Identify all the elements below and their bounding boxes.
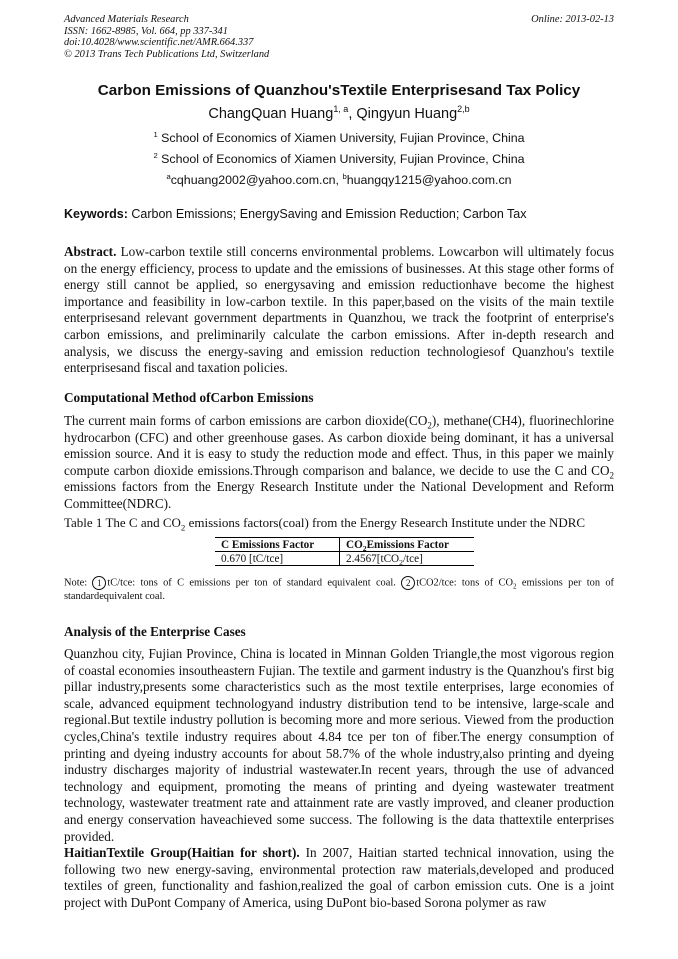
journal-copyright: © 2013 Trans Tech Publications Ltd, Switzerland bbox=[64, 48, 270, 60]
table-note bbox=[64, 576, 614, 603]
keywords bbox=[64, 207, 527, 221]
emissions-factor-table bbox=[215, 537, 474, 566]
author-separator: , bbox=[348, 106, 357, 122]
keywords-label: Keywords: bbox=[64, 207, 128, 221]
text-run: 2.4567[tCO bbox=[346, 552, 400, 565]
subscript: 2 bbox=[399, 557, 403, 567]
affiliation-1 bbox=[0, 131, 678, 145]
journal-doi: doi:10.4028/www.scientific.net/AMR.664.337 bbox=[64, 37, 254, 49]
subscript: 2 bbox=[427, 420, 432, 431]
subscript: 2 bbox=[362, 543, 367, 553]
table-row bbox=[215, 552, 474, 566]
author-2-sup: 2,b bbox=[457, 104, 470, 115]
text-run: tC/tce: tons of C emissions per ton of standard equivalent coal. bbox=[107, 577, 402, 589]
note-label: Note: bbox=[64, 577, 93, 589]
circled-one-marker: 1 bbox=[92, 576, 106, 590]
email-b-sup: b bbox=[342, 171, 347, 181]
author-1-name: ChangQuan Huang bbox=[208, 106, 334, 122]
text-run: emissions factors(coal) from the Energy Research Institute under the NDRC bbox=[185, 515, 586, 530]
author-1-sup: 1, a bbox=[333, 104, 349, 115]
journal-name: Advanced Materials Research bbox=[64, 14, 189, 25]
affiliation-2-sup: 2 bbox=[153, 150, 158, 160]
table-header-co2-factor bbox=[340, 538, 475, 552]
enterprise-cases-paragraph bbox=[64, 646, 614, 912]
author-line bbox=[0, 106, 678, 122]
text-run: In 2007, Haitian started technical innovation, using the following two new energy-saving, environmental protection raw materials,developed and produced textiles of green, functionality and fashion,realized the goal of carbon emission cuts. One is a joint project with DuPont Company of America, using DuPont bio-based Sorona polymer as raw bbox=[64, 845, 614, 910]
text-run: ), methane(CH4), fluorinechlorine hydrocarbon (CFC) and other greenhouse gases. As carbon dioxide being dominant, it has a universal emission source. And it is easy to study the reduction mode and effect. Thus, in this paper we mainly compute carbon dioxide emissions.Through comparison and balance, we decide to use the C and CO bbox=[64, 413, 614, 478]
text-run: Emissions Factor bbox=[366, 538, 449, 551]
text-run: tCO2/tce: tons of CO bbox=[416, 577, 513, 589]
section-heading-computational-method: Computational Method ofCarbon Emissions bbox=[64, 390, 314, 405]
section-heading-enterprise-cases: Analysis of the Enterprise Cases bbox=[64, 624, 246, 639]
affiliation-2 bbox=[0, 152, 678, 166]
text-run: The current main forms of carbon emissions are carbon dioxide(CO bbox=[64, 413, 428, 428]
journal-issn: ISSN: 1662-8985, Vol. 664, pp 337-341 bbox=[64, 25, 228, 37]
subscript: 2 bbox=[180, 522, 186, 533]
email-b[interactable]: huangqy1215@yahoo.com.cn bbox=[346, 173, 512, 187]
email-a[interactable]: cqhuang2002@yahoo.com.cn, bbox=[170, 173, 343, 187]
table-header-row bbox=[215, 538, 474, 552]
table-cell-co2-factor bbox=[340, 552, 475, 566]
affiliation-1-text: School of Economics of Xiamen University, Fujian Province, China bbox=[161, 131, 525, 145]
haitian-label: HaitianTextile Group(Haitian for short). bbox=[64, 845, 300, 861]
affiliation-1-sup: 1 bbox=[153, 129, 158, 139]
text-run: /tce] bbox=[402, 552, 423, 565]
author-emails bbox=[0, 173, 678, 187]
circled-two-marker: 2 bbox=[401, 576, 415, 590]
abstract-text: Low-carbon textile still concerns environmental problems. Lowcarbon will ultimately focus on the energy efficiency, process to update and the emissions of businesses. At this stage other forms of energy still cannot be applied, so energysaving and emission reductionhave become the highest importance and feasibility in low-carbon textile. In this paper,based on the visits of the main textile enterprisesand relevant government departments in Quanzhou, we track the footprint of enterprise's carbon emissions, and preliminarily calculate the carbon emissions. After in-depth research and analysis, we discuss the energy-saving and emission reduction technologiesof Quanzhou's textile enterprisesand fiscal and taxation policies. bbox=[64, 244, 614, 376]
computational-method-paragraph bbox=[64, 413, 614, 513]
affiliation-2-text: School of Economics of Xiamen University, Fujian Province, China bbox=[161, 152, 525, 166]
online-date: Online: 2013-02-13 bbox=[531, 14, 614, 25]
author-2-name: Qingyun Huang bbox=[356, 106, 458, 122]
text-run: emissions factors from the Energy Research Institute under the National Development and Reform Committee(NDRC). bbox=[64, 479, 614, 511]
table-cell-c-factor: 0.670 [tC/tce] bbox=[215, 552, 340, 566]
subscript: 2 bbox=[512, 582, 517, 591]
keywords-text: Carbon Emissions; EnergySaving and Emission Reduction; Carbon Tax bbox=[127, 207, 527, 221]
journal-header bbox=[64, 14, 614, 60]
text-run: emissions per ton of standardequivalent coal. bbox=[64, 577, 615, 602]
abstract-paragraph bbox=[64, 244, 614, 377]
table-1-caption bbox=[64, 515, 614, 531]
text-run: Table 1 The C and CO bbox=[64, 515, 181, 530]
paper-title: Carbon Emissions of Quanzhou'sTextile Enterprisesand Tax Policy bbox=[97, 82, 581, 99]
table-header-c-factor: C Emissions Factor bbox=[215, 538, 340, 552]
text-run: CO bbox=[346, 538, 363, 551]
text-run: Quanzhou city, Fujian Province, China is located in Minnan Golden Triangle,the most vigorous region of coastal economies insoutheastern Fujian. The textile and garment industry is the Quanzhou's first big pillar industry,presents some characteristics such as the most textile enterprises, large economies of scale, advanced equipment technologyand industry distribution tend to be intensive, large-scale and regional.But textile industry pollution is becoming more and more serious. Viewed from the production cycles,China's textile industry requires about 4.84 tce per ton of fiber.The energy consumption of printing and dyeing industry accounts for about 58.7% of the whole industry,also printing and dyeing industry discharges majority of industrial wastewater.In recent years, through the use of advanced technology and equipment, promoting the means of printing and dyeing wastewater treatment technology, wastewater treatment rate and attainment rate are vastly improved, and cleaner production and energy conservation haveachieved some success. The following is the data thattextile enterprises provided. bbox=[64, 646, 614, 844]
email-a-sup: a bbox=[166, 171, 171, 181]
abstract-label: Abstract. bbox=[64, 244, 117, 259]
subscript: 2 bbox=[609, 470, 614, 481]
